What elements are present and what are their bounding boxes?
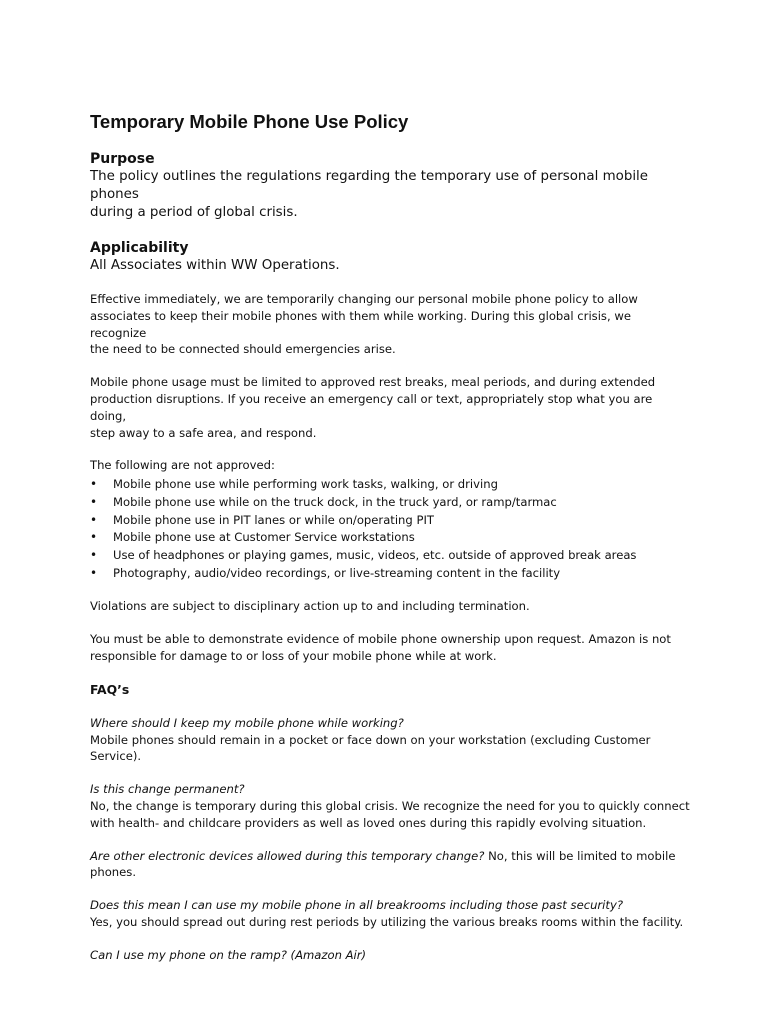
faq-answer: with health- and childcare providers as well as loved ones during this rapidly evolving situation. xyxy=(90,815,647,830)
faq-answer: Service). xyxy=(90,749,142,764)
faq-heading: FAQ’s xyxy=(90,681,130,697)
faq-question: Can I use my phone on the ramp? (Amazon Air) xyxy=(90,947,367,962)
list-item: • Mobile phone use in PIT lanes or while on/operating PIT xyxy=(90,512,690,530)
document-title: Temporary Mobile Phone Use Policy xyxy=(90,111,409,132)
not-approved-list xyxy=(90,476,690,582)
faq-answer: Yes, you should spread out during rest periods by utilizing the various breaks rooms within the facility. xyxy=(90,914,684,929)
paragraph-line: associates to keep their mobile phones with them while working. During this global crisis, we recognize xyxy=(90,308,631,340)
list-item: • Use of headphones or playing games, music, videos, etc. outside of approved break areas xyxy=(90,547,690,565)
faq-item xyxy=(90,848,690,882)
faq-answer: No, this will be limited to mobile xyxy=(484,848,676,863)
document-body xyxy=(90,150,690,964)
usage-paragraph xyxy=(90,374,690,441)
faq-item xyxy=(90,781,690,831)
paragraph-line: Effective immediately, we are temporarily changing our personal mobile phone policy to allow xyxy=(90,292,638,306)
applicability-heading: Applicability xyxy=(90,240,189,256)
list-item: • Mobile phone use while on the truck dock, in the truck yard, or ramp/tarmac xyxy=(90,494,690,512)
paragraph-line: step away to a safe area, and respond. xyxy=(90,425,317,440)
effective-paragraph xyxy=(90,291,690,358)
list-item: • Mobile phone use while performing work tasks, walking, or driving xyxy=(90,476,690,494)
purpose-line: during a period of global crisis. xyxy=(90,205,298,220)
faq-question: Does this mean I can use my mobile phone in all breakrooms including those past security? xyxy=(90,898,623,913)
violations-paragraph: Violations are subject to disciplinary action up to and including termination. xyxy=(90,599,530,614)
purpose-text xyxy=(90,168,690,222)
ownership-paragraph xyxy=(90,631,690,665)
not-approved-intro: The following are not approved: xyxy=(90,458,275,473)
bullet-icon: • xyxy=(90,477,98,492)
faq-answer: Mobile phones should remain in a pocket or face down on your workstation (excluding Customer xyxy=(90,732,651,747)
faq-question: Are other electronic devices allowed during this temporary change? xyxy=(90,848,485,863)
paragraph-line: You must be able to demonstrate evidence of mobile phone ownership upon request. Amazon is not xyxy=(90,632,671,647)
faq-item xyxy=(90,897,690,931)
applicability-text: All Associates within WW Operations. xyxy=(90,258,340,273)
paragraph-line: Mobile phone usage must be limited to approved rest breaks, meal periods, and during extended xyxy=(90,375,656,390)
list-item: • Photography, audio/video recordings, or live-streaming content in the facility xyxy=(90,565,690,583)
purpose-line: The policy outlines the regulations regarding the temporary use of personal mobile phones xyxy=(90,169,649,202)
bullet-icon: • xyxy=(90,547,98,562)
paragraph-line: responsible for damage to or loss of your mobile phone while at work. xyxy=(90,648,497,663)
bullet-icon: • xyxy=(90,530,98,545)
faq-item xyxy=(90,947,690,964)
paragraph-line: the need to be connected should emergencies arise. xyxy=(90,342,396,357)
bullet-icon: • xyxy=(90,494,98,509)
faq-question: Is this change permanent? xyxy=(90,782,245,797)
paragraph-line: production disruptions. If you receive an emergency call or text, appropriately stop what you are doing, xyxy=(90,391,653,423)
bullet-icon: • xyxy=(90,565,98,580)
faq-answer: No, the change is temporary during this global crisis. We recognize the need for you to quickly connect xyxy=(90,798,690,813)
faq-question: Where should I keep my mobile phone while working? xyxy=(90,715,404,730)
faq-item xyxy=(90,715,690,765)
purpose-heading: Purpose xyxy=(90,151,155,167)
list-item: • Mobile phone use at Customer Service workstations xyxy=(90,529,690,547)
faq-answer: phones. xyxy=(90,865,137,880)
bullet-icon: • xyxy=(90,512,98,527)
